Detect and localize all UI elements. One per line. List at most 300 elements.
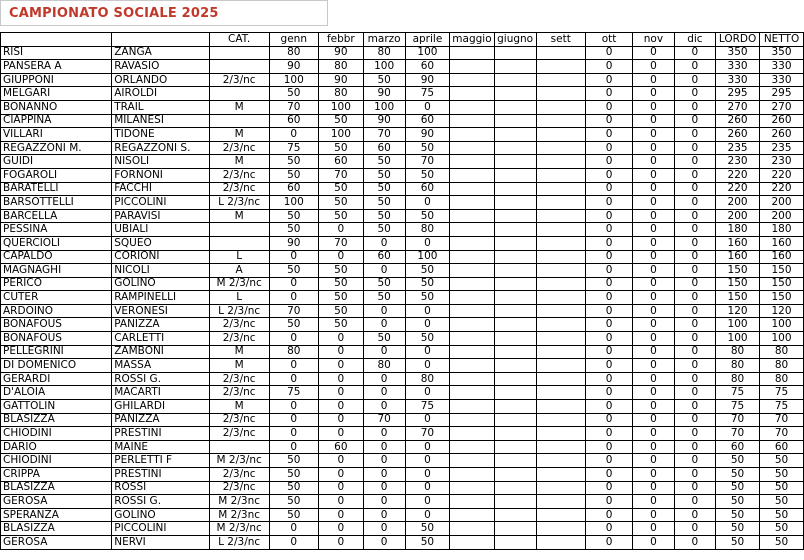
table-row	[1, 427, 804, 441]
table-cell: 0	[633, 236, 675, 250]
table-cell: 50	[716, 508, 760, 522]
table-cell: 0	[674, 427, 715, 441]
table-cell: 50	[269, 468, 319, 482]
table-cell	[536, 209, 585, 223]
table-cell: 0	[319, 413, 364, 427]
table-cell: 50	[760, 481, 804, 495]
table-cell	[494, 508, 536, 522]
table-cell: 0	[674, 481, 715, 495]
table-cell	[494, 277, 536, 291]
table-cell: 0	[363, 535, 405, 549]
table-cell: 50	[319, 141, 364, 155]
table-cell	[494, 291, 536, 305]
table-cell: 0	[585, 345, 632, 359]
table-cell	[209, 46, 269, 60]
table-cell: 0	[585, 128, 632, 142]
table-cell: 0	[674, 440, 715, 454]
table-cell: 0	[319, 372, 364, 386]
table-cell: BARATELLI	[1, 182, 112, 196]
table-cell: M	[209, 345, 269, 359]
table-cell	[450, 114, 494, 128]
table-cell: 0	[674, 182, 715, 196]
table-cell: 60	[760, 440, 804, 454]
table-cell	[494, 454, 536, 468]
table-cell: PERLETTI F	[112, 454, 210, 468]
table-cell: CRIPPA	[1, 468, 112, 482]
table-cell: 2/3/nc	[209, 481, 269, 495]
table-cell: 0	[269, 372, 319, 386]
table-cell: 0	[633, 495, 675, 509]
table-cell: 0	[585, 427, 632, 441]
table-cell: 0	[674, 522, 715, 536]
table-cell: 2/3/nc	[209, 332, 269, 346]
table-cell: FACCHI	[112, 182, 210, 196]
table-cell	[450, 372, 494, 386]
table-cell: 0	[363, 454, 405, 468]
table-cell: RAMPINELLI	[112, 291, 210, 305]
table-cell: 0	[674, 318, 715, 332]
table-cell: 80	[716, 345, 760, 359]
table-cell: 0	[585, 535, 632, 549]
table-cell: PARAVISI	[112, 209, 210, 223]
table-cell	[450, 141, 494, 155]
table-cell	[536, 454, 585, 468]
table-cell	[536, 250, 585, 264]
table-cell: 0	[585, 182, 632, 196]
table-row	[1, 318, 804, 332]
table-cell: SPERANZA	[1, 508, 112, 522]
table-cell: 0	[269, 250, 319, 264]
table-cell: 295	[716, 87, 760, 101]
table-cell	[536, 508, 585, 522]
table-cell	[536, 141, 585, 155]
table-cell: 0	[585, 223, 632, 237]
table-cell	[450, 128, 494, 142]
table-cell: 90	[363, 114, 405, 128]
table-cell: 0	[674, 60, 715, 74]
table-cell	[536, 291, 585, 305]
table-cell	[494, 345, 536, 359]
table-cell: 50	[363, 196, 405, 210]
table-cell	[450, 73, 494, 87]
table-cell	[450, 304, 494, 318]
table-cell	[450, 427, 494, 441]
table-cell	[536, 318, 585, 332]
table-cell: 60	[716, 440, 760, 454]
table-cell: CHIODINI	[1, 454, 112, 468]
table-cell: 50	[760, 535, 804, 549]
table-cell: GHILARDI	[112, 400, 210, 414]
table-cell: 50	[269, 318, 319, 332]
table-cell	[450, 209, 494, 223]
table-cell	[494, 196, 536, 210]
table-cell: 0	[363, 427, 405, 441]
table-cell: 0	[405, 508, 450, 522]
table-cell: 220	[716, 182, 760, 196]
table-cell: 50	[405, 264, 450, 278]
table-cell: 0	[269, 440, 319, 454]
table-cell	[450, 46, 494, 60]
table-cell	[494, 114, 536, 128]
table-cell	[450, 413, 494, 427]
table-cell: 50	[405, 522, 450, 536]
table-row	[1, 454, 804, 468]
table-cell: 0	[363, 495, 405, 509]
table-cell: PRESTINI	[112, 427, 210, 441]
table-cell: 0	[633, 522, 675, 536]
table-cell: 120	[716, 304, 760, 318]
table-cell	[450, 522, 494, 536]
table-cell: 0	[585, 60, 632, 74]
table-cell: 2/3/nc	[209, 168, 269, 182]
table-cell: 0	[674, 168, 715, 182]
table-cell: PRESTINI	[112, 468, 210, 482]
table-cell: 0	[585, 413, 632, 427]
table-cell: 0	[585, 87, 632, 101]
table-cell	[536, 236, 585, 250]
table-cell	[450, 277, 494, 291]
table-row	[1, 250, 804, 264]
table-row	[1, 168, 804, 182]
column-header: sett	[536, 33, 585, 47]
table-cell	[536, 155, 585, 169]
table-cell: 0	[405, 304, 450, 318]
table-cell: 60	[319, 155, 364, 169]
table-cell: MELGARI	[1, 87, 112, 101]
table-cell: 0	[585, 209, 632, 223]
table-cell: 0	[674, 196, 715, 210]
table-cell: 150	[716, 291, 760, 305]
table-row	[1, 209, 804, 223]
table-cell: 60	[269, 182, 319, 196]
table-cell: M	[209, 359, 269, 373]
table-cell: 75	[716, 400, 760, 414]
table-cell: 50	[716, 468, 760, 482]
table-cell	[536, 60, 585, 74]
table-cell	[494, 440, 536, 454]
table-cell: 0	[405, 454, 450, 468]
table-cell: CHIODINI	[1, 427, 112, 441]
table-cell: 75	[760, 400, 804, 414]
table-cell	[450, 440, 494, 454]
table-cell	[536, 481, 585, 495]
column-header: nov	[633, 33, 675, 47]
table-cell: 0	[674, 114, 715, 128]
table-cell: 60	[269, 114, 319, 128]
table-cell: 230	[760, 155, 804, 169]
table-cell: 50	[363, 291, 405, 305]
table-cell	[209, 440, 269, 454]
table-cell	[536, 223, 585, 237]
table-cell: 160	[760, 236, 804, 250]
table-cell: 0	[319, 345, 364, 359]
table-cell: MILANESI	[112, 114, 210, 128]
table-cell: 100	[405, 250, 450, 264]
table-cell: 0	[674, 508, 715, 522]
table-cell: 0	[674, 264, 715, 278]
table-cell: 0	[319, 468, 364, 482]
table-cell: 0	[674, 386, 715, 400]
table-cell: 50	[269, 209, 319, 223]
column-header	[1, 33, 112, 47]
table-cell: TIDONE	[112, 128, 210, 142]
table-cell: 50	[405, 291, 450, 305]
table-cell: 50	[319, 318, 364, 332]
table-cell: 0	[633, 535, 675, 549]
table-cell	[494, 495, 536, 509]
table-cell: L	[209, 250, 269, 264]
table-cell: 0	[674, 413, 715, 427]
table-row	[1, 372, 804, 386]
column-header: aprile	[405, 33, 450, 47]
table-cell: 90	[269, 236, 319, 250]
table-cell: 50	[716, 481, 760, 495]
table-cell	[450, 264, 494, 278]
table-cell: 70	[716, 427, 760, 441]
table-cell: GIUPPONI	[1, 73, 112, 87]
table-cell: 0	[585, 46, 632, 60]
table-cell: 0	[363, 508, 405, 522]
table-cell: 100	[760, 332, 804, 346]
table-cell: 0	[405, 236, 450, 250]
table-cell: ARDOINO	[1, 304, 112, 318]
table-cell: 0	[405, 100, 450, 114]
table-cell: 50	[405, 535, 450, 549]
table-cell: 50	[363, 73, 405, 87]
table-cell: L 2/3/nc	[209, 304, 269, 318]
table-cell: M 2/3nc	[209, 508, 269, 522]
table-cell: 50	[269, 168, 319, 182]
table-cell: 230	[716, 155, 760, 169]
table-cell: PESSINA	[1, 223, 112, 237]
table-cell: CARLETTI	[112, 332, 210, 346]
table-cell	[450, 60, 494, 74]
table-cell: NISOLI	[112, 155, 210, 169]
column-header: CAT.	[209, 33, 269, 47]
table-cell: 200	[716, 209, 760, 223]
table-cell: PELLEGRINI	[1, 345, 112, 359]
table-cell: M 2/3/nc	[209, 522, 269, 536]
table-cell: 120	[760, 304, 804, 318]
table-cell: 50	[716, 495, 760, 509]
table-cell	[450, 168, 494, 182]
table-cell: M	[209, 400, 269, 414]
table-cell	[494, 182, 536, 196]
table-cell	[536, 277, 585, 291]
table-cell: 50	[405, 332, 450, 346]
table-cell	[494, 359, 536, 373]
table-cell: 0	[405, 345, 450, 359]
table-cell: 80	[363, 46, 405, 60]
table-cell: RISI	[1, 46, 112, 60]
table-cell: 100	[405, 46, 450, 60]
table-row	[1, 182, 804, 196]
table-cell: 100	[319, 100, 364, 114]
table-cell	[536, 386, 585, 400]
table-cell: 0	[585, 114, 632, 128]
table-cell: 100	[363, 60, 405, 74]
table-cell: 0	[633, 508, 675, 522]
table-cell	[494, 46, 536, 60]
column-header: maggio	[450, 33, 494, 47]
table-cell: 0	[363, 318, 405, 332]
table-cell: 330	[760, 60, 804, 74]
table-cell: 0	[585, 100, 632, 114]
table-cell: 0	[633, 359, 675, 373]
table-cell: 0	[633, 46, 675, 60]
table-cell: 0	[585, 332, 632, 346]
column-header: marzo	[363, 33, 405, 47]
table-cell: 330	[716, 73, 760, 87]
table-cell: 0	[585, 318, 632, 332]
table-row	[1, 332, 804, 346]
table-cell: 0	[269, 277, 319, 291]
table-cell: 0	[405, 318, 450, 332]
table-cell: 80	[363, 359, 405, 373]
table-cell: PANIZZA	[112, 413, 210, 427]
table-cell: 50	[269, 87, 319, 101]
table-cell: ORLANDO	[112, 73, 210, 87]
table-cell: DARIO	[1, 440, 112, 454]
table-cell: CIAPPINA	[1, 114, 112, 128]
table-cell: 0	[405, 386, 450, 400]
table-cell: PERICO	[1, 277, 112, 291]
table-cell: 330	[716, 60, 760, 74]
table-cell: 0	[633, 250, 675, 264]
table-cell: 50	[269, 508, 319, 522]
table-cell: 160	[760, 250, 804, 264]
table-cell: 50	[319, 196, 364, 210]
table-cell: 50	[716, 522, 760, 536]
table-cell	[450, 535, 494, 549]
table-cell: 0	[363, 304, 405, 318]
table-cell	[536, 427, 585, 441]
table-cell: 0	[585, 481, 632, 495]
table-cell: 0	[319, 495, 364, 509]
table-cell: PANIZZA	[112, 318, 210, 332]
table-cell: RAVASIO	[112, 60, 210, 74]
table-cell	[536, 114, 585, 128]
table-cell: 60	[405, 182, 450, 196]
table-cell	[450, 223, 494, 237]
table-cell: 50	[363, 168, 405, 182]
table-cell: 0	[674, 495, 715, 509]
table-cell	[494, 413, 536, 427]
table-row	[1, 359, 804, 373]
table-cell: 60	[319, 440, 364, 454]
table-cell	[450, 468, 494, 482]
table-cell: 80	[405, 223, 450, 237]
table-cell	[536, 46, 585, 60]
table-cell: 0	[674, 277, 715, 291]
table-cell: ROSSI G.	[112, 372, 210, 386]
table-cell: 200	[716, 196, 760, 210]
table-cell: 0	[674, 236, 715, 250]
table-cell	[536, 413, 585, 427]
table-cell: 0	[319, 535, 364, 549]
table-cell: 180	[760, 223, 804, 237]
table-cell: 50	[269, 223, 319, 237]
column-header: giugno	[494, 33, 536, 47]
table-cell: 0	[319, 508, 364, 522]
table-cell: 0	[674, 141, 715, 155]
table-cell: 2/3/nc	[209, 386, 269, 400]
table-cell: 100	[760, 318, 804, 332]
table-cell: 0	[405, 413, 450, 427]
table-cell: 70	[363, 128, 405, 142]
table-cell	[494, 264, 536, 278]
table-cell	[209, 114, 269, 128]
table-cell: 0	[363, 386, 405, 400]
table-cell: 2/3/nc	[209, 427, 269, 441]
table-cell: 50	[363, 155, 405, 169]
table-row	[1, 155, 804, 169]
table-cell: 60	[405, 60, 450, 74]
table-cell	[209, 223, 269, 237]
table-cell	[494, 209, 536, 223]
table-cell: ROSSI	[112, 481, 210, 495]
table-cell: 100	[716, 318, 760, 332]
table-cell: 0	[585, 141, 632, 155]
table-cell	[450, 87, 494, 101]
table-cell	[536, 372, 585, 386]
table-cell: PICCOLINI	[112, 196, 210, 210]
table-cell	[209, 236, 269, 250]
table-cell: 0	[633, 209, 675, 223]
table-cell: 0	[674, 73, 715, 87]
table-cell: SQUEO	[112, 236, 210, 250]
table-cell: 0	[674, 100, 715, 114]
table-cell: 235	[760, 141, 804, 155]
table-cell: 50	[319, 277, 364, 291]
table-cell: 0	[269, 535, 319, 549]
table-cell: MACARTI	[112, 386, 210, 400]
table-cell: 75	[269, 141, 319, 155]
table-row	[1, 46, 804, 60]
table-cell: 0	[269, 332, 319, 346]
table-cell: 75	[269, 386, 319, 400]
table-cell: BLASIZZA	[1, 522, 112, 536]
table-row	[1, 400, 804, 414]
table-cell: 160	[716, 250, 760, 264]
table-cell: 0	[585, 495, 632, 509]
table-cell: 0	[633, 168, 675, 182]
table-cell: 50	[319, 114, 364, 128]
table-cell: 235	[716, 141, 760, 155]
table-cell: 150	[760, 291, 804, 305]
table-cell	[450, 345, 494, 359]
table-cell: 0	[269, 522, 319, 536]
table-cell: 0	[363, 522, 405, 536]
table-cell: 90	[319, 46, 364, 60]
table-cell: 295	[760, 87, 804, 101]
table-cell: 70	[363, 413, 405, 427]
table-cell	[450, 250, 494, 264]
table-cell: 150	[760, 264, 804, 278]
table-cell: GERARDI	[1, 372, 112, 386]
title-box	[0, 0, 328, 26]
table-cell	[536, 196, 585, 210]
table-cell: GOLINO	[112, 277, 210, 291]
sheet-title: CAMPIONATO SOCIALE 2025	[9, 6, 219, 21]
table-cell	[494, 318, 536, 332]
table-cell: M	[209, 209, 269, 223]
table-cell	[450, 291, 494, 305]
table-cell: UBIALI	[112, 223, 210, 237]
table-cell: PICCOLINI	[112, 522, 210, 536]
table-cell: 75	[716, 386, 760, 400]
table-cell: 100	[363, 100, 405, 114]
